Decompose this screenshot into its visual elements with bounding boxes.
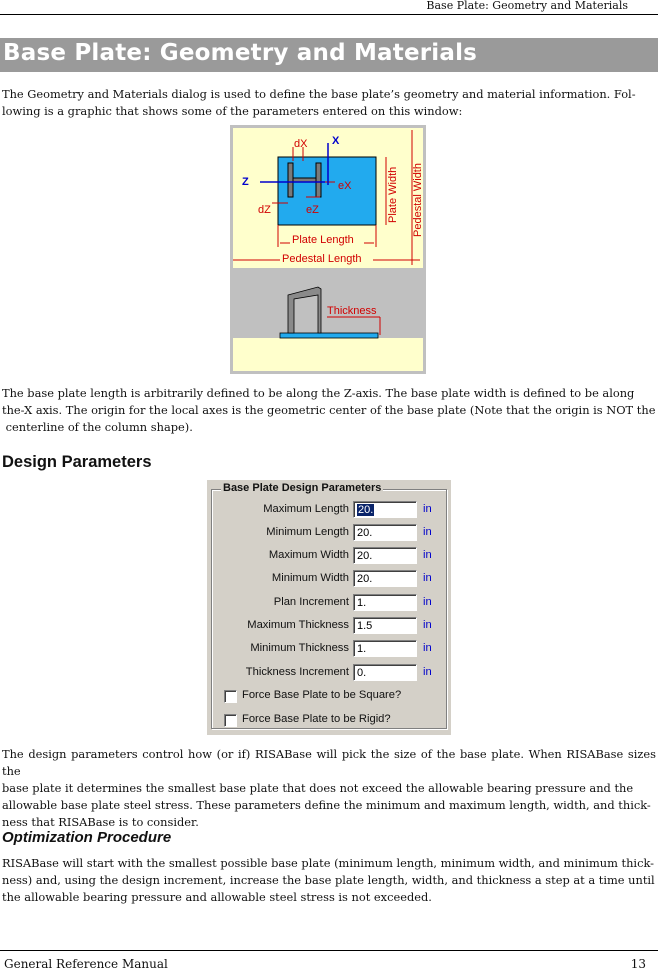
- maximum-length-value: 20.: [358, 504, 374, 516]
- force-rigid-checkbox-row[interactable]: [224, 713, 444, 729]
- maximum-length-input[interactable]: [353, 501, 417, 518]
- maximum-width-row: [212, 547, 446, 565]
- axis-paragraph: [2, 385, 656, 436]
- design-paragraph: [2, 746, 656, 831]
- design-parameters-dialog: [207, 480, 451, 735]
- minimum-width-input[interactable]: 20.: [353, 570, 417, 587]
- minimum-width-row: [212, 570, 446, 588]
- maximum-thickness-input[interactable]: 1.5: [353, 617, 417, 634]
- plate-length-label: Plate Length: [292, 234, 354, 246]
- design-line: base plate it determines the smallest base plate that does not exceed the allowable bearing pressure and the: [2, 781, 634, 795]
- design-parameters-heading: Design Parameters: [2, 453, 152, 471]
- thickness-increment-unit: in: [423, 666, 432, 678]
- ex-label: eX: [338, 180, 352, 192]
- optimization-line: RISABase will start with the smallest possible base plate (minimum length, minimum width, and minimum thick-: [2, 856, 654, 870]
- pedestal-length-label: Pedestal Length: [282, 253, 362, 265]
- column-elevation: [288, 287, 321, 333]
- group-title: Base Plate Design Parameters: [223, 482, 382, 494]
- minimum-length-unit: in: [423, 526, 432, 538]
- plate-elevation: [280, 333, 378, 338]
- maximum-width-input[interactable]: 20.: [353, 547, 417, 564]
- intro-line: lowing is a graphic that shows some of the parameters entered on this window:: [2, 104, 463, 118]
- z-axis-label: Z: [242, 176, 249, 188]
- minimum-length-row: [212, 524, 446, 542]
- maximum-thickness-row: [212, 617, 446, 635]
- pedestal-width-label: Pedestal Width: [412, 163, 424, 237]
- ez-label: eZ: [306, 204, 319, 216]
- force-rigid-label: Force Base Plate to be Rigid?: [242, 713, 391, 725]
- design-line: allowable base plate steel stress. These parameters define the minimum and maximum length, width, and thick-: [2, 798, 651, 812]
- base-plate-svg: [230, 125, 426, 374]
- pedestal-elevation: [233, 338, 423, 371]
- force-rigid-checkbox[interactable]: [224, 714, 237, 727]
- design-line: The design parameters control how (or if) RISABase will pick the size of the base plate. When RISABase sizes the: [2, 747, 656, 778]
- optimization-line: the allowable bearing pressure and allowable steel stress is not exceeded.: [2, 890, 432, 904]
- intro-paragraph: [2, 86, 656, 120]
- plate-width-label: Plate Width: [387, 166, 399, 223]
- maximum-width-unit: in: [423, 549, 432, 561]
- maximum-length-label: Maximum Length: [263, 503, 349, 515]
- axis-line: The base plate length is arbitrarily defined to be along the Z-axis. The base plate width is defined to be along: [2, 386, 635, 400]
- running-header: [0, 0, 658, 15]
- minimum-length-label: Minimum Length: [266, 526, 349, 538]
- minimum-length-input[interactable]: 20.: [353, 524, 417, 541]
- optimization-paragraph: [2, 855, 656, 906]
- minimum-width-label: Minimum Width: [271, 572, 349, 584]
- force-square-label: Force Base Plate to be Square?: [242, 689, 402, 701]
- maximum-length-row: [212, 501, 446, 519]
- thickness-increment-label: Thickness Increment: [245, 666, 349, 678]
- maximum-thickness-unit: in: [423, 619, 432, 631]
- minimum-thickness-row: [212, 640, 446, 658]
- page-title: Base Plate: Geometry and Materials: [3, 40, 478, 66]
- x-axis-label: X: [332, 135, 340, 147]
- maximum-length-unit: in: [423, 503, 432, 515]
- page-title-bar: [0, 38, 658, 72]
- dz-label: dZ: [258, 204, 271, 216]
- axis-line: the-X axis. The origin for the local axes is the geometric center of the base plate (Note that the origin is NOT the: [2, 403, 656, 417]
- base-plate-diagram: [230, 125, 426, 374]
- intro-line: The Geometry and Materials dialog is used to define the base plate’s geometry and material information. Fol-: [2, 87, 636, 101]
- maximum-width-label: Maximum Width: [268, 549, 349, 561]
- axis-line: centerline of the column shape).: [2, 420, 193, 434]
- plan-increment-input[interactable]: 1.: [353, 594, 417, 611]
- optimization-line: ness) and, using the design increment, increase the base plate length, width, and thickness a step at a time until: [2, 873, 655, 887]
- minimum-thickness-label: Minimum Thickness: [250, 642, 349, 654]
- minimum-thickness-input[interactable]: 1.: [353, 640, 417, 657]
- design-parameters-group: [211, 482, 447, 729]
- footer-page-number: 13: [630, 957, 646, 971]
- page-footer: [0, 950, 658, 971]
- plan-increment-row: [212, 594, 446, 612]
- optimization-heading: Optimization Procedure: [2, 829, 172, 846]
- design-line: ness that RISABase is to consider.: [2, 815, 199, 829]
- minimum-width-unit: in: [423, 572, 432, 584]
- maximum-thickness-label: Maximum Thickness: [247, 619, 349, 631]
- minimum-thickness-unit: in: [423, 642, 432, 654]
- footer-manual-title: General Reference Manual: [4, 957, 168, 971]
- force-square-checkbox[interactable]: [224, 690, 237, 703]
- dx-label: dX: [294, 138, 308, 150]
- force-square-checkbox-row[interactable]: [224, 689, 444, 705]
- thickness-increment-row: [212, 664, 446, 682]
- thickness-label: Thickness: [327, 305, 377, 317]
- thickness-increment-input[interactable]: 0.: [353, 664, 417, 681]
- plan-increment-unit: in: [423, 596, 432, 608]
- plan-increment-label: Plan Increment: [273, 596, 349, 608]
- running-header-title: Base Plate: Geometry and Materials: [426, 0, 628, 12]
